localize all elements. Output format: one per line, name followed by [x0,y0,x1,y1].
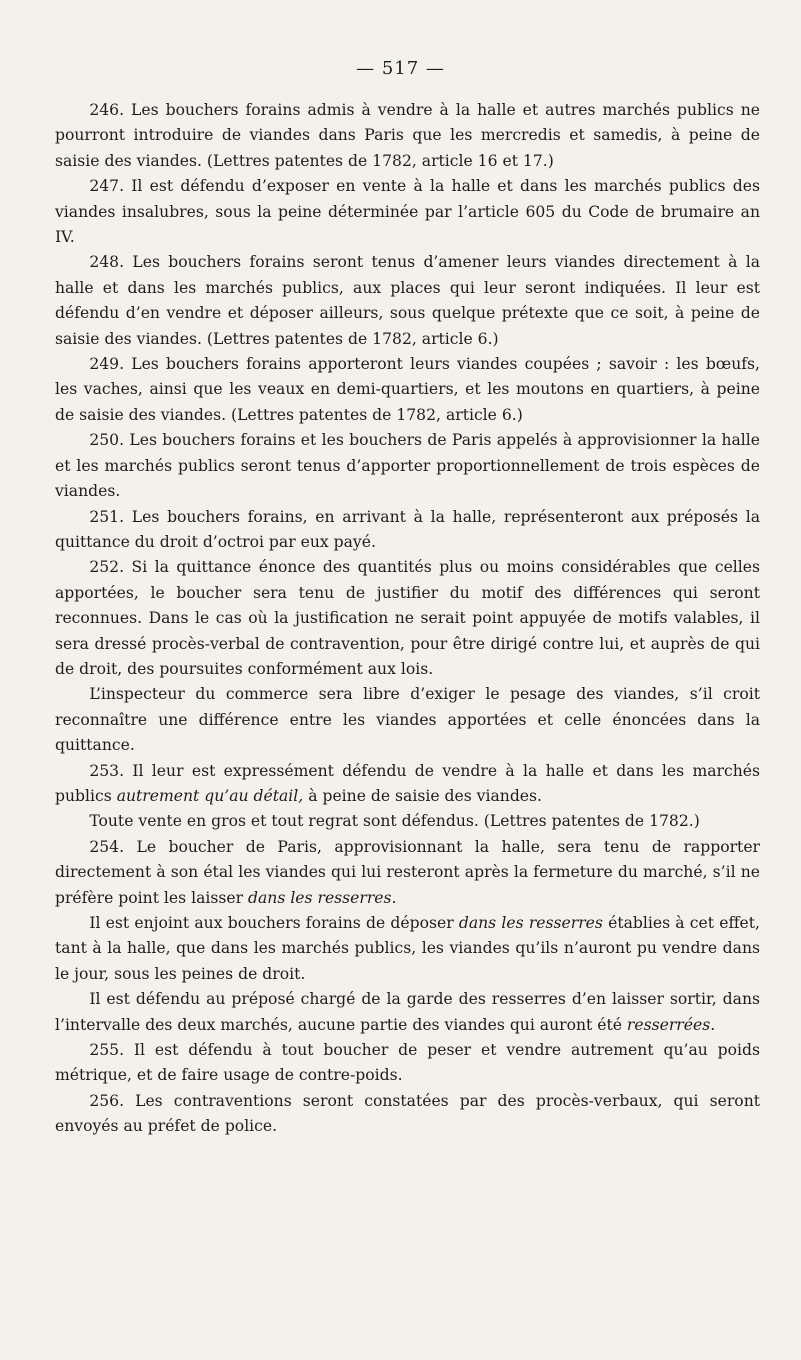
article-248: 248. Les bouchers forains seront tenus d’amener leurs viandes directement à la halle et dans les marchés publics, aux places qui leur seront indiquées. Il leur est défendu d’en vendre et déposer ailleurs, sous quelque prétexte que ce soit, à peine de saisie des viandes. (Lettres patentes de 1782, article 6.) [55,253,760,348]
article-255: 255. Il est défendu à tout boucher de peser et vendre autrement qu’au poids métrique, et de faire usage de contre-poids. [55,1041,760,1085]
article-254-prepose [55,987,760,1038]
page-body [55,62,760,1140]
article-252-inspector: L’inspecteur du commerce sera libre d’exiger le pesage des viandes, s’il croit reconnaître une différence entre les viandes apportées et celle énoncées dans la quittance. [55,685,760,755]
article-252: 252. Si la quittance énonce des quantités plus ou moins considérables que celles apportées, le boucher sera tenu de justifier du motif des différences qui seront reconnues. Dans le cas où la justification ne serait point appuyée de motifs valables, il sera dressé procès-verbal de contravention, pour être dirigé contre lui, et auprès de qui de droit, des poursuites conformément aux lois. [55,558,760,678]
article-254-prepose-italic: resserrées. [626,1015,716,1034]
article-254-forains-italic: dans les resserres [458,914,603,932]
page-number: — 517 — [356,58,445,79]
article-254-text: 254. Le boucher de Paris, approvisionnant la halle, sera tenu de rapporter directement à son étal les viandes qui lui resteront après la fermeture du marché, s’il ne préfère point les laisser [55,837,760,907]
article-249: 249. Les bouchers forains apporteront leurs viandes coupées ; savoir : les bœufs, les vaches, ainsi que les veaux en demi-quartiers, et les moutons en quartiers, à peine de saisie des viandes. (Lettres patentes de 1782, article 6.) [55,355,760,424]
article-253 [55,759,760,810]
article-247: 247. Il est défendu d’exposer en vente à la halle et dans les marchés publics des viandes insalubres, sous la peine déterminée par l’article 605 du Code de brumaire an IV. [55,177,760,247]
article-254-prepose-text: Il est défendu au préposé chargé de la garde des resserres d’en laisser sortir, dans l’intervalle des deux marchés, aucune partie des viandes qui auront été [55,990,760,1034]
article-253-text-end: à peine de saisie des viandes. [303,786,542,805]
article-254-forains-text: Il est enjoint aux bouchers forains de déposer [89,914,459,932]
article-253-text: 253. Il leur est expressément défendu de vendre à la halle et dans les marchés publics [55,761,760,805]
article-254-forains [55,911,760,987]
article-246: 246. Les bouchers forains admis à vendre à la halle et autres marchés publics ne pourront introduire de viandes dans Paris que les mercredis et samedis, à peine de saisie des viandes. (Lettres patentes de 1782, article 16 et 17.) [55,101,760,170]
article-253-wholesale: Toute vente en gros et tout regrat sont défendus. (Lettres patentes de 1782.) [89,812,700,831]
article-254-forains-text-end: établies à cet effet, tant à la halle, que dans les marchés publics, les viandes qu’ils n’auront pu vendre dans le jour, sous les peines de droit. [55,914,760,983]
article-253-italic: autrement qu’au détail, [116,786,304,805]
article-256: 256. Les contraventions seront constatées par des procès-verbaux, qui seront envoyés au préfet de police. [55,1091,760,1136]
article-254-italic: dans les resserres. [248,888,397,907]
article-251: 251. Les bouchers forains, en arrivant à la halle, représenteront aux préposés la quittance du droit d’octroi par eux payé. [55,507,760,551]
article-254 [55,835,760,911]
article-250: 250. Les bouchers forains et les bouchers de Paris appelés à approvisionner la halle et les marchés publics seront tenus d’apporter proportionnellement de trois espèces de viandes. [55,431,760,501]
